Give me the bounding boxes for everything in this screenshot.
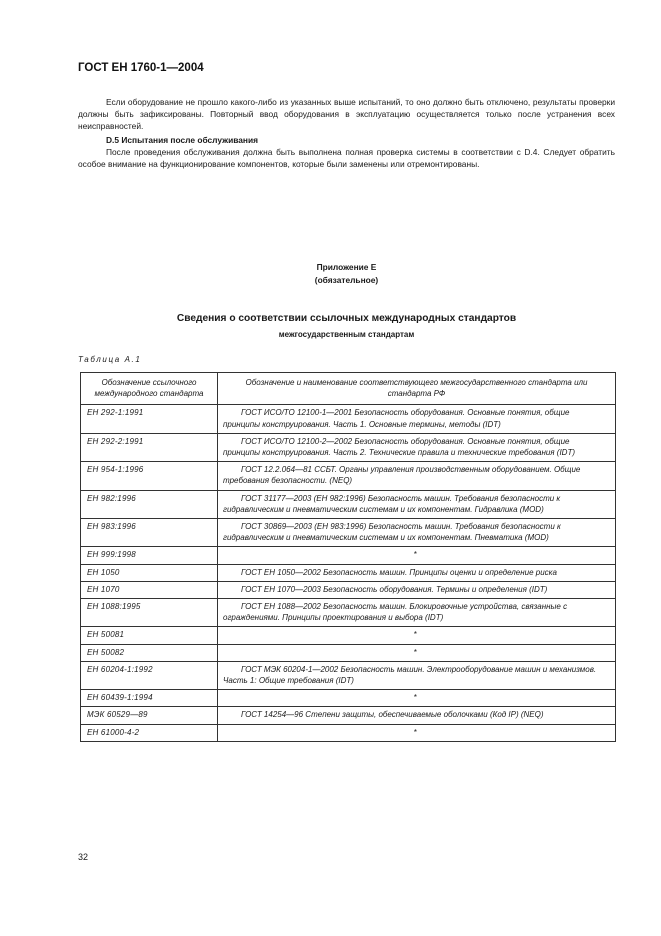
- table-row: [81, 490, 616, 518]
- annex-title: Приложение Е: [316, 262, 377, 272]
- table-body: [81, 405, 616, 741]
- paragraph-after-maintenance: После проведения обслуживания должна быть выполнена полная проверка системы в соответствии с D.4. Следует обратить особое внимание на функционирование компонентов, которые были заменены или отремонтированы.: [78, 146, 615, 170]
- interstate-standard-cell: ГОСТ 14254—96 Степени защиты, обеспечиваемые оболочками (Код IP) (NEQ): [218, 707, 616, 724]
- interstate-standard-cell: *: [218, 547, 616, 564]
- international-standard-cell: ЕН 1070: [81, 581, 218, 598]
- table-subheading: межгосударственным стандартам: [278, 330, 415, 339]
- interstate-standard-cell: *: [218, 724, 616, 741]
- interstate-standard-cell: ГОСТ ЕН 1088—2002 Безопасность машин. Блокировочные устройства, связанные с ограждениями. Принципы проектирования и выбора (IDT): [218, 599, 616, 627]
- column-header-international: Обозначение ссылочного международного стандарта: [81, 373, 218, 405]
- table-row: [81, 405, 616, 433]
- table-heading: Сведения о соответствии ссылочных международных стандартов: [176, 313, 517, 324]
- interstate-standard-cell: ГОСТ 30869—2003 (ЕН 983:1996) Безопасность машин. Требования безопасности к гидравлическим и пневматическим системам и их компонентам. Пневматика (MOD): [218, 519, 616, 547]
- interstate-standard-cell: ГОСТ ЕН 1050—2002 Безопасность машин. Принципы оценки и определение риска: [218, 564, 616, 581]
- international-standard-cell: МЭК 60529—89: [81, 707, 218, 724]
- table-row: [81, 661, 616, 689]
- international-standard-cell: ЕН 50081: [81, 627, 218, 644]
- table-row: [81, 599, 616, 627]
- table-header-row: [81, 373, 616, 405]
- international-standard-cell: ЕН 982:1996: [81, 490, 218, 518]
- table-row: [81, 690, 616, 707]
- interstate-standard-cell: ГОСТ ИСО/ТО 12100-1—2001 Безопасность оборудования. Основные понятия, общие принципы конструирования. Часть 1. Основные термины, методы (IDT): [218, 405, 616, 433]
- interstate-standard-cell: ГОСТ 31177—2003 (ЕН 982:1996) Безопасность машин. Требования безопасности к гидравлическим и пневматическим системам и их компонентам. Гидравлика (MOD): [218, 490, 616, 518]
- paragraph-untested-equipment: Если оборудование не прошло какого-либо из указанных выше испытаний, то оно должно быть отключено, результаты проверки должны быть зафиксированы. Повторный ввод оборудования в эксплуатацию осуществляется только после устранения всех неисправностей.: [78, 97, 615, 132]
- table-row: [81, 564, 616, 581]
- table-row: [81, 519, 616, 547]
- table-row: [81, 462, 616, 490]
- international-standard-cell: ЕН 50082: [81, 644, 218, 661]
- international-standard-cell: ЕН 61000-4-2: [81, 724, 218, 741]
- interstate-standard-cell: *: [218, 627, 616, 644]
- international-standard-cell: ЕН 1050: [81, 564, 218, 581]
- interstate-standard-cell: *: [218, 644, 616, 661]
- table-row: [81, 581, 616, 598]
- international-standard-cell: ЕН 292-2:1991: [81, 433, 218, 461]
- page-number: 32: [78, 852, 89, 862]
- interstate-standard-cell: ГОСТ ЕН 1070—2003 Безопасность оборудования. Термины и определения (IDT): [218, 581, 616, 598]
- table-row: [81, 433, 616, 461]
- reference-standards-table: [80, 372, 616, 742]
- international-standard-cell: ЕН 954-1:1996: [81, 462, 218, 490]
- international-standard-cell: ЕН 60204-1:1992: [81, 661, 218, 689]
- interstate-standard-cell: ГОСТ МЭК 60204-1—2002 Безопасность машин. Электрооборудование машин и механизмов. Часть 1: Общие требования (IDT): [218, 661, 616, 689]
- annex-status-note: (обязательное): [314, 275, 379, 285]
- body-text: [78, 96, 615, 170]
- section-heading-d5: D.5 Испытания после обслуживания: [106, 134, 259, 145]
- table-row: [81, 547, 616, 564]
- international-standard-cell: ЕН 60439-1:1994: [81, 690, 218, 707]
- table-label: Таблица А.1: [78, 355, 142, 364]
- column-header-interstate: Обозначение и наименование соответствующего межгосударственного стандарта или стандарта РФ: [218, 373, 616, 405]
- interstate-standard-cell: ГОСТ 12.2.064—81 ССБТ. Органы управления производственным оборудованием. Общие требования безопасности. (NEQ): [218, 462, 616, 490]
- table-row: [81, 644, 616, 661]
- international-standard-cell: ЕН 292-1:1991: [81, 405, 218, 433]
- international-standard-cell: ЕН 999:1998: [81, 547, 218, 564]
- international-standard-cell: ЕН 1088:1995: [81, 599, 218, 627]
- table-row: [81, 627, 616, 644]
- table-row: [81, 724, 616, 741]
- interstate-standard-cell: *: [218, 690, 616, 707]
- table-row: [81, 707, 616, 724]
- interstate-standard-cell: ГОСТ ИСО/ТО 12100-2—2002 Безопасность оборудования. Основные понятия, общие принципы конструирования. Часть 2. Технические правила и технические требования (IDT): [218, 433, 616, 461]
- international-standard-cell: ЕН 983:1996: [81, 519, 218, 547]
- document-header: ГОСТ ЕН 1760-1—2004: [78, 62, 204, 74]
